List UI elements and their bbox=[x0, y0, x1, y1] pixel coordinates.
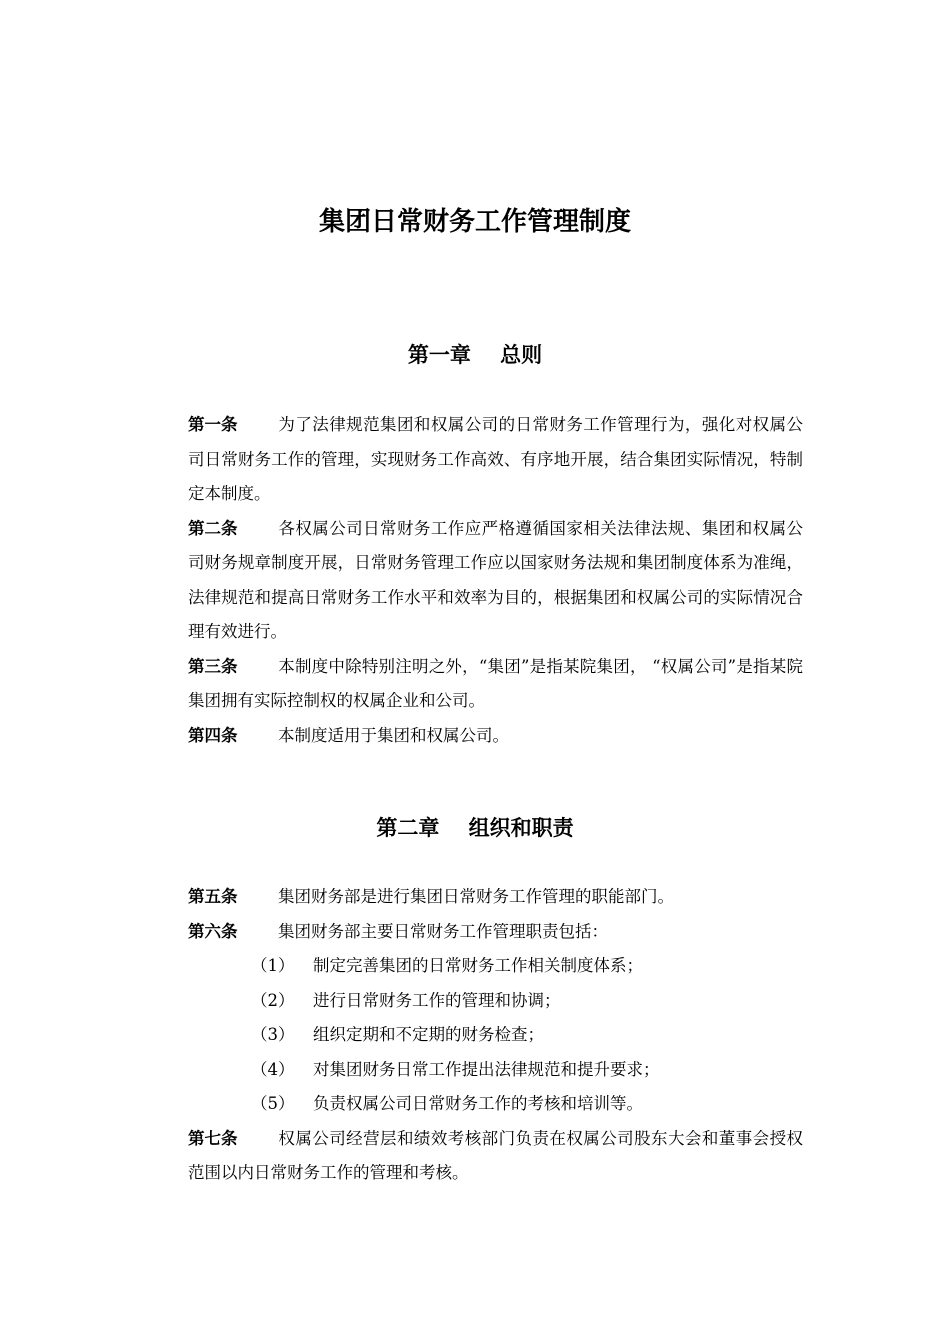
article-text: 为了法律规范集团和权属公司的日常财务工作管理行为，强化对权属公司日常财务工作的管理，实现财务工作高效、有序地开展，结合集团实际情况，特制定本制度。 bbox=[188, 415, 803, 503]
article bbox=[143, 512, 803, 650]
article bbox=[143, 408, 803, 512]
article-number: 第二条 bbox=[188, 518, 238, 538]
article-number: 第六条 bbox=[188, 921, 238, 941]
list-item-text: 对集团财务日常工作提出法律规范和提升要求； bbox=[313, 1059, 660, 1079]
article-text: 本制度适用于集团和权属公司。 bbox=[278, 725, 509, 745]
list-item-number: （3） bbox=[251, 1025, 295, 1044]
article-number: 第三条 bbox=[188, 656, 238, 676]
chapter-heading: 第二章 组织和职责 bbox=[376, 816, 574, 840]
list-item-text: 制定完善集团的日常财务工作相关制度体系； bbox=[313, 956, 643, 975]
document-title: 集团日常财务工作管理制度 bbox=[318, 207, 631, 237]
list-item-number: （1） bbox=[251, 956, 295, 975]
list-item-number: （4） bbox=[251, 1059, 295, 1079]
chapter-body bbox=[143, 880, 803, 1191]
article-text: 各权属公司日常财务工作应严格遵循国家相关法律法规、集团和权属公司财务规章制度开展，日常财务管理工作应以国家财务法规和集团制度体系为准绳，法律规范和提高日常财务工作水平和效率为目的，根据集团和权属公司的实际情况合理有效进行。 bbox=[188, 518, 803, 641]
article-number: 第七条 bbox=[188, 1128, 238, 1148]
list-item-number: （2） bbox=[251, 990, 295, 1010]
article bbox=[143, 1122, 803, 1191]
list-item bbox=[143, 1018, 803, 1053]
list-item-text: 组织定期和不定期的财务检查； bbox=[313, 1025, 544, 1044]
article-number: 第四条 bbox=[188, 725, 238, 745]
list-item-number: （5） bbox=[251, 1094, 295, 1113]
list-item bbox=[143, 984, 803, 1019]
article-text: 权属公司经营层和绩效考核部门负责在权属公司股东大会和董事会授权范围以内日常财务工作的管理和考核。 bbox=[188, 1128, 803, 1182]
article bbox=[143, 719, 803, 754]
chapter-heading: 第一章 总则 bbox=[407, 343, 543, 367]
chapter-body bbox=[143, 408, 803, 753]
list-item-text: 进行日常财务工作的管理和协调； bbox=[313, 990, 561, 1010]
article-number: 第一条 bbox=[188, 415, 238, 434]
list-item bbox=[143, 1087, 803, 1122]
article bbox=[143, 915, 803, 950]
list-item bbox=[143, 1053, 803, 1088]
article bbox=[143, 650, 803, 719]
article bbox=[143, 880, 803, 915]
article-text: 集团财务部主要日常财务工作管理职责包括： bbox=[278, 921, 608, 941]
article-text: 集团财务部是进行集团日常财务工作管理的职能部门。 bbox=[278, 887, 674, 906]
article-text: 本制度中除特别注明之外，“集团”是指某院集团， “权属公司”是指某院集团拥有实际控制权的权属企业和公司。 bbox=[188, 656, 803, 710]
list-item bbox=[143, 949, 803, 984]
list-item-text: 负责权属公司日常财务工作的考核和培训等。 bbox=[313, 1094, 643, 1113]
article-number: 第五条 bbox=[188, 887, 238, 906]
